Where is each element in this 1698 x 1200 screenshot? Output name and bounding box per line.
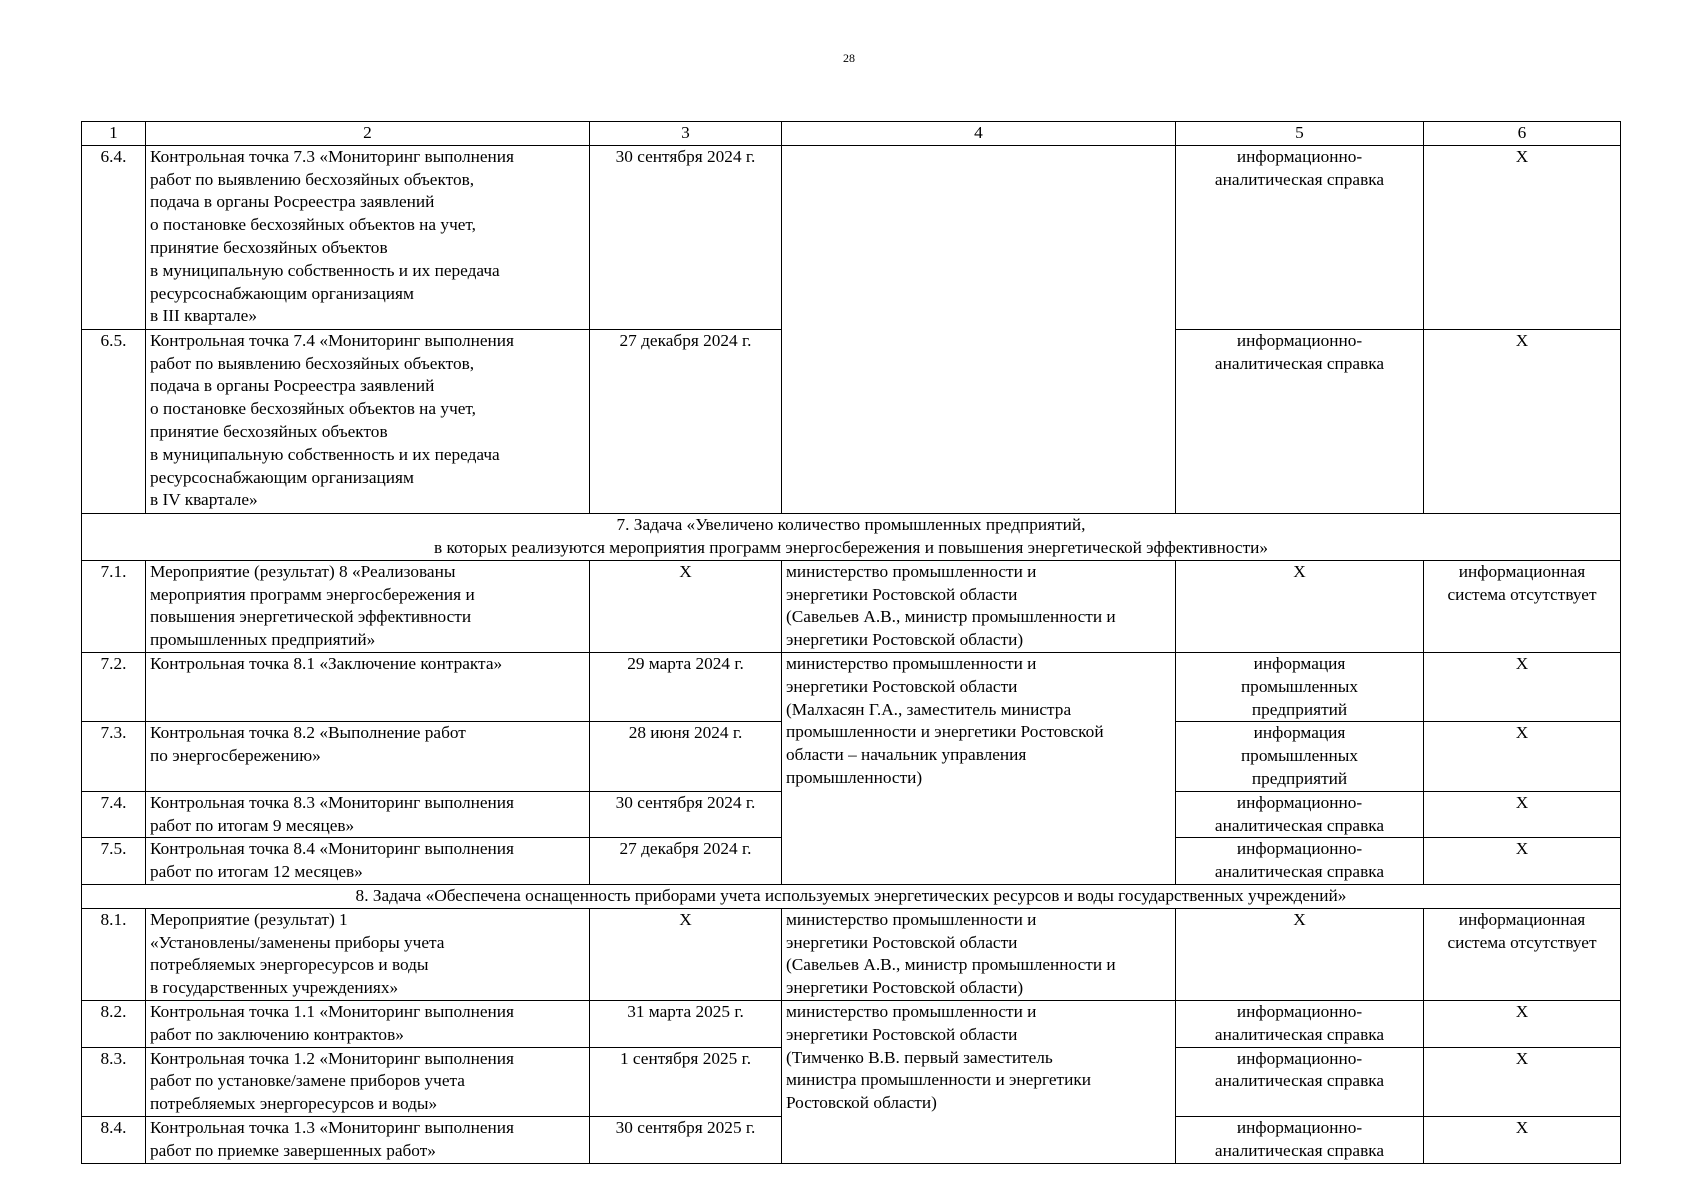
section-title: 8. Задача «Обеспечена оснащенность приборами учета используемых энергетических ресурсов и воды государственных учреждений» [82, 884, 1621, 908]
row-date: 30 сентября 2024 г. [590, 145, 782, 329]
table-row [82, 560, 1621, 652]
row-info-system: X [1424, 791, 1621, 838]
row-number: 8.3. [82, 1047, 146, 1116]
row-date: 29 марта 2024 г. [590, 652, 782, 721]
row-number: 7.5. [82, 838, 146, 885]
row-date: 30 сентября 2024 г. [590, 791, 782, 838]
row-document: информационно- аналитическая справка [1176, 1047, 1424, 1116]
row-name: Контрольная точка 1.1 «Мониторинг выполнения работ по заключению контрактов» [146, 1000, 590, 1047]
table-header-row [82, 122, 1621, 146]
row-name: Контрольная точка 7.3 «Мониторинг выполнения работ по выявлению бесхозяйных объектов, подача в органы Росреестра заявлений о постановке бесхозяйных объектов на учет, принятие бесхозяйных объектов в муниципальную собственность и их передача ресурсоснабжающим организациям в III квартале» [146, 145, 590, 329]
row-name: Контрольная точка 7.4 «Мониторинг выполнения работ по выявлению бесхозяйных объектов, подача в органы Росреестра заявлений о постановке бесхозяйных объектов на учет, принятие бесхозяйных объектов в муниципальную собственность и их передача ресурсоснабжающим организациям в IV квартале» [146, 329, 590, 513]
row-number: 7.4. [82, 791, 146, 838]
row-number: 7.1. [82, 560, 146, 652]
row-date: 30 сентября 2025 г. [590, 1116, 782, 1163]
header-cell: 6 [1424, 122, 1621, 146]
row-number: 6.4. [82, 145, 146, 329]
row-name: Контрольная точка 1.3 «Мониторинг выполнения работ по приемке завершенных работ» [146, 1116, 590, 1163]
row-info-system: X [1424, 1116, 1621, 1163]
row-document: информация промышленных предприятий [1176, 652, 1424, 721]
page-number: 28 [843, 51, 855, 65]
section-title: 7. Задача «Увеличено количество промышленных предприятий, в которых реализуются мероприятия программ энергосбережения и повышения энергетической эффективности» [82, 513, 1621, 560]
row-name: Мероприятие (результат) 8 «Реализованы мероприятия программ энергосбережения и повышения энергетической эффективности промышленных предприятий» [146, 560, 590, 652]
row-document: информационно- аналитическая справка [1176, 838, 1424, 885]
table-row [82, 1000, 1621, 1047]
row-date: 27 декабря 2024 г. [590, 329, 782, 513]
row-document: X [1176, 908, 1424, 1000]
row-info-system: X [1424, 1000, 1621, 1047]
row-name: Контрольная точка 8.4 «Мониторинг выполнения работ по итогам 12 месяцев» [146, 838, 590, 885]
row-document: информационно- аналитическая справка [1176, 1116, 1424, 1163]
row-name: Контрольная точка 8.3 «Мониторинг выполнения работ по итогам 9 месяцев» [146, 791, 590, 838]
row-date: 28 июня 2024 г. [590, 722, 782, 791]
row-responsible: министерство промышленности и энергетики Ростовской области (Савельев А.В., министр промышленности и энергетики Ростовской области) [782, 560, 1176, 652]
table-row [82, 145, 1621, 329]
row-info-system: X [1424, 652, 1621, 721]
row-name: Контрольная точка 8.2 «Выполнение работ по энергосбережению» [146, 722, 590, 791]
row-responsible: министерство промышленности и энергетики Ростовской области (Савельев А.В., министр промышленности и энергетики Ростовской области) [782, 908, 1176, 1000]
row-document: X [1176, 560, 1424, 652]
row-responsible: министерство промышленности и энергетики Ростовской области (Тимченко В.В. первый заместитель министра промышленности и энергетики Ростовской области) [782, 1000, 1176, 1163]
section-row [82, 884, 1621, 908]
header-cell: 1 [82, 122, 146, 146]
row-responsible: министерство промышленности и энергетики Ростовской области (Малхасян Г.А., заместитель министра промышленности и энергетики Ростовской области – начальник управления промышленности) [782, 652, 1176, 884]
table-row [82, 652, 1621, 721]
row-document: информационно- аналитическая справка [1176, 1000, 1424, 1047]
row-document: информационно- аналитическая справка [1176, 145, 1424, 329]
row-info-system: X [1424, 329, 1621, 513]
header-cell: 4 [782, 122, 1176, 146]
row-date: 31 марта 2025 г. [590, 1000, 782, 1047]
row-date: 27 декабря 2024 г. [590, 838, 782, 885]
row-number: 8.4. [82, 1116, 146, 1163]
row-responsible-empty [782, 145, 1176, 513]
header-cell: 3 [590, 122, 782, 146]
row-number: 8.2. [82, 1000, 146, 1047]
row-number: 6.5. [82, 329, 146, 513]
row-name: Контрольная точка 1.2 «Мониторинг выполнения работ по установке/замене приборов учета потребляемых энергоресурсов и воды» [146, 1047, 590, 1116]
row-document: информация промышленных предприятий [1176, 722, 1424, 791]
row-info-system: X [1424, 145, 1621, 329]
row-info-system: X [1424, 722, 1621, 791]
row-date: X [590, 560, 782, 652]
row-info-system: X [1424, 838, 1621, 885]
section-row [82, 513, 1621, 560]
row-number: 7.2. [82, 652, 146, 721]
row-number: 8.1. [82, 908, 146, 1000]
row-document: информационно- аналитическая справка [1176, 329, 1424, 513]
control-points-table [81, 121, 1621, 1164]
row-number: 7.3. [82, 722, 146, 791]
row-name: Контрольная точка 8.1 «Заключение контракта» [146, 652, 590, 721]
row-info-system: информационная система отсутствует [1424, 908, 1621, 1000]
header-cell: 2 [146, 122, 590, 146]
header-cell: 5 [1176, 122, 1424, 146]
row-date: X [590, 908, 782, 1000]
table-row [82, 908, 1621, 1000]
row-name: Мероприятие (результат) 1 «Установлены/заменены приборы учета потребляемых энергоресурсов и воды в государственных учреждениях» [146, 908, 590, 1000]
row-info-system: X [1424, 1047, 1621, 1116]
row-info-system: информационная система отсутствует [1424, 560, 1621, 652]
row-document: информационно- аналитическая справка [1176, 791, 1424, 838]
row-date: 1 сентября 2025 г. [590, 1047, 782, 1116]
